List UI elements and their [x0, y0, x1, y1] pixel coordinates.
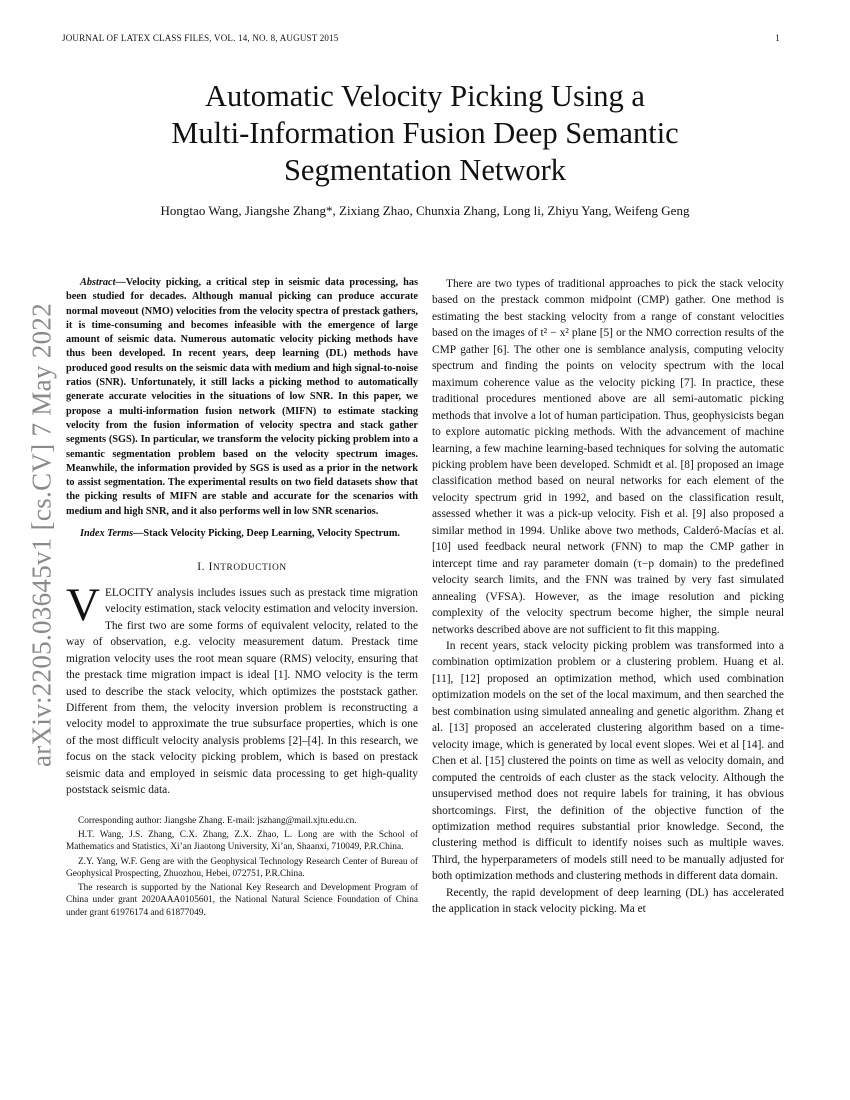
abstract	[66, 276, 418, 519]
footnote-affiliation-1: H.T. Wang, J.S. Zhang, C.X. Zhang, Z.X. Zhao, L. Long are with the School of Mathematics and Statistics, Xi’an Jiaotong University, Xi’an, Shaanxi, 710049, P.R.China.	[66, 829, 418, 853]
index-terms	[66, 527, 418, 541]
abstract-text: —Velocity picking, a critical step in seismic data processing, has been studied for decades. Although manual picking can produce accurate normal moveout (NMO) velocities from the velocity spectra of prestack gathers, it is time-consuming and becomes infeasible with the emergence of large amount of seismic data. Numerous automatic velocity picking methods have thus been developed. In recent years, deep learning (DL) methods have produced good results on the seismic data with medium and high signal-to-noise ratios (SNR). Unfortunately, it still lacks a picking method to automatically generate accurate velocities in the situations of low SNR. In this paper, we propose a multi-information fusion network (MIFN) to estimate stacking velocity from the fusion information of velocity spectra and stack gather segments (SGS). In particular, we transform the velocity picking problem into a semantic segmentation problem based on the velocity spectrum images. Meanwhile, the information provided by SGS is used as a prior in the network to assist segmentation. The experimental results on two field datasets show that the picking results of MIFN are stable and accurate for the scenarios with medium and high SNR, and it also performs well in low SNR scenarios.	[66, 277, 418, 517]
section-heading-introduction	[66, 559, 418, 576]
footnote-funding: The research is supported by the National Key Research and Development Program of China under grant 2020AAA0105601, the National Natural Science Foundation of China under grant 61976174 and 61877049.	[66, 883, 418, 918]
body-paragraph-traditional-methods: There are two types of traditional approaches to pick the stack velocity based on the prestack common midpoint (CMP) gather. One method is estimating the best stacking velocity from a range of constant velocities based on the images of t² − x² plane [5] or the NMO correction results of the CMP gather [6]. The other one is semblance analysis, computing velocity spectrum and finding the points on velocity spectrum with the local maximum coherence value as the velocity picking [7]. In practice, these traditional procedures mentioned above are all semi-automatic picking methods that involve a lot of human participation. Thus, geophysicists began to explore automatic picking methods. With the advancement of machine learning, a few machine learning-based techniques for solving the automatic picking problem have been developed. Schmidt et al. [8] proposed an image classification method based on neural networks for each element of the velocity spectrum grid in 1992, and based on the classification result, assessed whether it was a pick-up velocity. Fish et al. [9] also proposed a similar method in 1994. Unlike above two methods, Calderó-Macías et al. [10] used feedback neural network (FNN) to map the CMP gather in intercept time and ray parameter domain (τ−p domain) to the predefined velocity search limits, and the FNN was trained by very fast simulated annealing (VFSA). However, as the image resolution and picking complexity of the velocity spectrum become higher, the simple neural networks described above are not sufficient to fit this mapping.	[432, 278, 784, 636]
author-list: Hongtao Wang, Jiangshe Zhang*, Zixiang Zhao, Chunxia Zhang, Long li, Zhiyu Yang, Weifeng Geng	[160, 203, 690, 218]
footnote-corresponding-author: Corresponding author: Jiangshe Zhang. E-mail: jszhang@mail.xjtu.edu.cn.	[78, 815, 357, 826]
page-number: 1	[775, 33, 780, 43]
title-line-3: Segmentation Network	[283, 153, 567, 187]
footnote-affiliation-2: Z.Y. Yang, W.F. Geng are with the Geophysical Technology Research Center of Bureau of Geophysical Prospecting, Zhuozhou, Hebei, 072751, P.R.China.	[66, 856, 418, 879]
index-terms-label: Index Terms	[80, 528, 134, 540]
arxiv-identifier: arXiv:2205.03645v1 [cs.CV] 7 May 2022	[26, 302, 57, 768]
arxiv-stamp	[22, 290, 62, 780]
abstract-label: Abstract	[80, 277, 116, 288]
footnotes	[66, 815, 418, 919]
section-rest: NTRODUCTION	[212, 563, 287, 574]
journal-name: JOURNAL OF LATEX CLASS FILES, VOL. 14, NO. 8, AUGUST 2015	[62, 33, 339, 43]
left-column	[66, 276, 418, 921]
section-numeral: I.	[197, 561, 209, 574]
running-header	[62, 33, 780, 43]
title-line-1: Automatic Velocity Picking Using a	[205, 79, 645, 113]
section-initial: I	[208, 561, 213, 574]
intro-text: ELOCITY analysis includes issues such as prestack time migration velocity estimation, stack velocity estimation and velocity inversion. The first two are some forms of equivalent velocity, related to the way of observation, e.g. velocity measurement datum. Prestack time migration velocity uses the root mean square (RMS) velocity, ensuring that the prestack time migration impact is ideal [1]. NMO velocity is the term used to describe the stack velocity, which optimizes the poststack gather. Different from them, the velocity inversion problem is reconstructing a velocity model to approximate the true subsurface properties, which is one of the most difficult velocity analysis problems [2]–[4]. In this research, we focus on the stack velocity picking problem, which is based on prestack seismic data and employed in seismic data processing to get high-quality poststack seismic data.	[66, 586, 418, 797]
intro-paragraph	[66, 578, 418, 799]
index-terms-text: —Stack Velocity Picking, Deep Learning, Velocity Spectrum.	[133, 528, 400, 540]
body-paragraph-optimization-methods: In recent years, stack velocity picking problem was transformed into a combination optimization problem or a clustering problem. Huang et al. [11], [12] proposed an optimization method, which used combination optimization models on the set of the local maximum, and then searched the best combination using simulated annealing and genetic algorithm. Zhang et al. [13] proposed an accelerated clustering algorithm based on a time-velocity image, which is generated by local event slopes. Wei et al [14]. and Chen et al. [15] clustered the points on time as well as velocity domain, and computed the centroids of each cluster as the stack velocity. Although the unsupervised method does not require labels for training, it has obvious shortcomings. First, the definition of the objective function of the optimization method requires substantial prior knowledge. Second, the clustering method is difficult to identify noises such as multiple waves. Third, the hyperparameters of models still need to be manually adjusted for both optimization methods and clustering methods in different data domain.	[432, 639, 784, 883]
paper-title	[100, 78, 750, 189]
body-paragraph-deep-learning: Recently, the rapid development of deep learning (DL) has accelerated the application in stack velocity picking. Ma et	[432, 886, 784, 916]
drop-cap: V	[66, 578, 100, 631]
right-column	[432, 276, 784, 918]
title-line-2: Multi-Information Fusion Deep Semantic	[171, 116, 679, 150]
